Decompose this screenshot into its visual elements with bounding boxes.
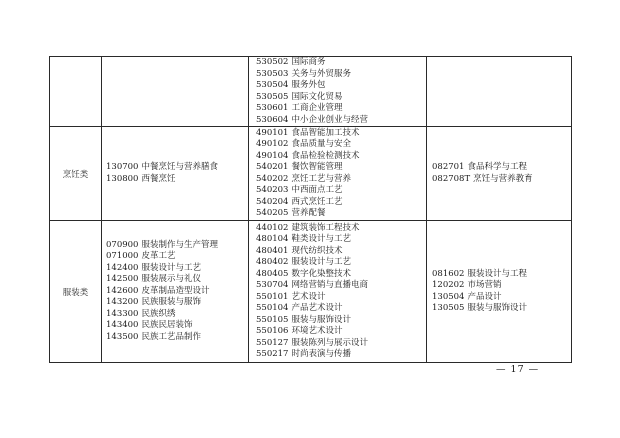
major-code: 142400 bbox=[106, 262, 139, 273]
major-code: 530505 bbox=[256, 91, 289, 102]
major-code: 480104 bbox=[256, 234, 289, 244]
major-entry bbox=[106, 309, 248, 321]
major-name: 民族工艺品制作 bbox=[141, 331, 201, 342]
major-entry bbox=[106, 320, 248, 332]
major-name: 食品检验检测技术 bbox=[291, 150, 360, 161]
major-code: 143300 bbox=[106, 308, 139, 319]
major-entry bbox=[256, 115, 426, 127]
major-code: 130504 bbox=[432, 291, 465, 302]
major-code: 550106 bbox=[256, 326, 289, 336]
major-code: 143200 bbox=[106, 297, 139, 308]
major-name: 中小企业创业与经营 bbox=[291, 114, 368, 125]
major-entry bbox=[256, 280, 426, 292]
major-name: 服装与服饰设计 bbox=[291, 314, 351, 325]
major-entry bbox=[106, 240, 248, 252]
secondary-majors-cell bbox=[102, 221, 249, 363]
major-entry bbox=[256, 57, 426, 69]
major-name: 鞋类设计与工艺 bbox=[291, 234, 351, 244]
major-name: 民族织绣 bbox=[141, 308, 176, 319]
category-cell bbox=[50, 57, 102, 127]
major-code: 540201 bbox=[256, 162, 289, 172]
major-code: 142600 bbox=[106, 285, 139, 296]
major-name: 服装陈列与展示设计 bbox=[291, 337, 368, 348]
major-entry bbox=[256, 315, 426, 327]
major-entry bbox=[256, 80, 426, 92]
major-code: 530704 bbox=[256, 280, 289, 290]
major-entry bbox=[256, 257, 426, 269]
major-entry bbox=[432, 162, 571, 174]
major-name: 服装设计与工艺 bbox=[291, 257, 351, 267]
major-entry bbox=[432, 269, 571, 281]
major-name: 时尚表演与传播 bbox=[291, 349, 351, 359]
major-entry bbox=[256, 185, 426, 197]
major-entry bbox=[256, 326, 426, 338]
major-code: 440102 bbox=[256, 222, 289, 233]
table-row bbox=[50, 57, 572, 127]
major-name: 工商企业管理 bbox=[291, 103, 343, 113]
major-code: 530504 bbox=[256, 80, 289, 90]
major-code: 540204 bbox=[256, 196, 289, 207]
major-code: 143500 bbox=[106, 331, 139, 342]
major-code: 550101 bbox=[256, 291, 289, 302]
major-name: 烹饪与营养教育 bbox=[473, 173, 533, 184]
major-code: 082708T bbox=[432, 173, 471, 184]
major-name: 关务与外贸服务 bbox=[291, 68, 351, 79]
major-code: 081602 bbox=[432, 268, 465, 279]
category-cell bbox=[50, 127, 102, 221]
major-name: 服装制作与生产管理 bbox=[141, 239, 218, 250]
major-name: 餐饮智能管理 bbox=[291, 162, 343, 172]
major-entry bbox=[106, 263, 248, 275]
major-entry bbox=[432, 303, 571, 315]
major-entry bbox=[432, 280, 571, 292]
major-code: 143400 bbox=[106, 320, 139, 331]
secondary-majors-cell bbox=[102, 127, 249, 221]
major-name: 皮革工艺 bbox=[141, 251, 176, 262]
major-entry bbox=[106, 274, 248, 286]
major-name: 建筑装饰工程技术 bbox=[291, 222, 360, 233]
major-code: 490101 bbox=[256, 127, 289, 138]
category-label: 烹饪类 bbox=[62, 169, 89, 180]
major-code: 480402 bbox=[256, 257, 289, 267]
higher-vocational-majors-cell bbox=[249, 57, 427, 127]
major-name: 烹饪工艺与营养 bbox=[291, 173, 351, 184]
major-name: 服装展示与礼仪 bbox=[141, 274, 201, 285]
major-entry bbox=[256, 197, 426, 209]
major-entry bbox=[256, 151, 426, 163]
major-code: 550127 bbox=[256, 337, 289, 348]
major-name: 中西面点工艺 bbox=[291, 185, 343, 195]
major-code: 540202 bbox=[256, 173, 289, 184]
table-row bbox=[50, 127, 572, 221]
major-entry bbox=[256, 303, 426, 315]
major-code: 550217 bbox=[256, 349, 289, 359]
major-code: 550104 bbox=[256, 303, 289, 313]
major-code: 530601 bbox=[256, 103, 289, 113]
major-entry bbox=[106, 251, 248, 263]
major-name: 民族民居装饰 bbox=[141, 320, 193, 331]
major-name: 服装设计与工艺 bbox=[141, 262, 201, 273]
major-code: 530502 bbox=[256, 57, 289, 67]
major-name: 民族服装与服饰 bbox=[141, 297, 201, 308]
major-code: 480405 bbox=[256, 268, 289, 279]
major-name: 营养配餐 bbox=[291, 208, 326, 218]
major-entry bbox=[106, 332, 248, 344]
major-entry bbox=[432, 174, 571, 186]
major-entry bbox=[256, 139, 426, 151]
major-entry bbox=[256, 208, 426, 220]
major-name: 环境艺术设计 bbox=[291, 326, 343, 336]
major-entry bbox=[256, 223, 426, 235]
major-entry bbox=[256, 292, 426, 304]
major-catalog-table bbox=[49, 56, 572, 363]
major-entry bbox=[256, 103, 426, 115]
major-code: 142500 bbox=[106, 274, 139, 285]
major-name: 服务外包 bbox=[291, 80, 326, 90]
major-code: 071000 bbox=[106, 251, 139, 262]
major-code: 540205 bbox=[256, 208, 289, 218]
major-name: 服装设计与工程 bbox=[467, 268, 527, 279]
secondary-majors-cell bbox=[102, 57, 249, 127]
major-code: 120202 bbox=[432, 280, 465, 290]
major-name: 国际商务 bbox=[291, 57, 326, 67]
major-entry bbox=[256, 234, 426, 246]
major-entry bbox=[106, 286, 248, 298]
major-name: 市场营销 bbox=[467, 280, 502, 290]
major-code: 530503 bbox=[256, 68, 289, 79]
major-name: 国际文化贸易 bbox=[291, 91, 343, 102]
major-code: 540203 bbox=[256, 185, 289, 195]
major-code: 530604 bbox=[256, 114, 289, 125]
major-name: 食品智能加工技术 bbox=[291, 127, 360, 138]
major-entry bbox=[106, 174, 248, 186]
major-entry bbox=[432, 292, 571, 304]
category-cell bbox=[50, 221, 102, 363]
major-code: 480401 bbox=[256, 245, 289, 256]
major-entry bbox=[256, 69, 426, 81]
major-code: 550105 bbox=[256, 314, 289, 325]
major-name: 网络营销与直播电商 bbox=[291, 280, 368, 290]
major-entry bbox=[256, 162, 426, 174]
higher-vocational-majors-cell bbox=[249, 221, 427, 363]
major-entry bbox=[256, 338, 426, 350]
major-name: 西餐烹饪 bbox=[141, 173, 176, 184]
category-label: 服装类 bbox=[62, 287, 89, 298]
major-code: 130700 bbox=[106, 162, 139, 172]
undergraduate-majors-cell bbox=[427, 221, 572, 363]
major-name: 中餐烹饪与营养膳食 bbox=[141, 162, 218, 172]
major-name: 数字化染整技术 bbox=[291, 268, 351, 279]
major-entry bbox=[256, 349, 426, 361]
major-name: 产品艺术设计 bbox=[291, 303, 343, 313]
major-code: 082701 bbox=[432, 162, 465, 172]
major-name: 现代纺织技术 bbox=[291, 245, 343, 256]
undergraduate-majors-cell bbox=[427, 57, 572, 127]
major-code: 490102 bbox=[256, 139, 289, 149]
major-entry bbox=[256, 246, 426, 258]
major-name: 艺术设计 bbox=[291, 291, 326, 302]
major-entry bbox=[106, 162, 248, 174]
major-entry bbox=[256, 174, 426, 186]
page-number: — 17 — bbox=[496, 364, 540, 375]
major-entry bbox=[256, 269, 426, 281]
major-entry bbox=[256, 128, 426, 140]
major-name: 服装与服饰设计 bbox=[467, 303, 527, 313]
undergraduate-majors-cell bbox=[427, 127, 572, 221]
major-code: 490104 bbox=[256, 150, 289, 161]
table-body bbox=[50, 57, 572, 363]
major-name: 皮革制品造型设计 bbox=[141, 285, 210, 296]
major-code: 070900 bbox=[106, 239, 139, 250]
table-row bbox=[50, 221, 572, 363]
major-name: 食品科学与工程 bbox=[467, 162, 527, 172]
major-name: 食品质量与安全 bbox=[291, 139, 351, 149]
major-code: 130505 bbox=[432, 303, 465, 313]
higher-vocational-majors-cell bbox=[249, 127, 427, 221]
major-name: 西式烹饪工艺 bbox=[291, 196, 343, 207]
major-code: 130800 bbox=[106, 173, 139, 184]
major-entry bbox=[106, 297, 248, 309]
major-entry bbox=[256, 92, 426, 104]
major-name: 产品设计 bbox=[467, 291, 502, 302]
